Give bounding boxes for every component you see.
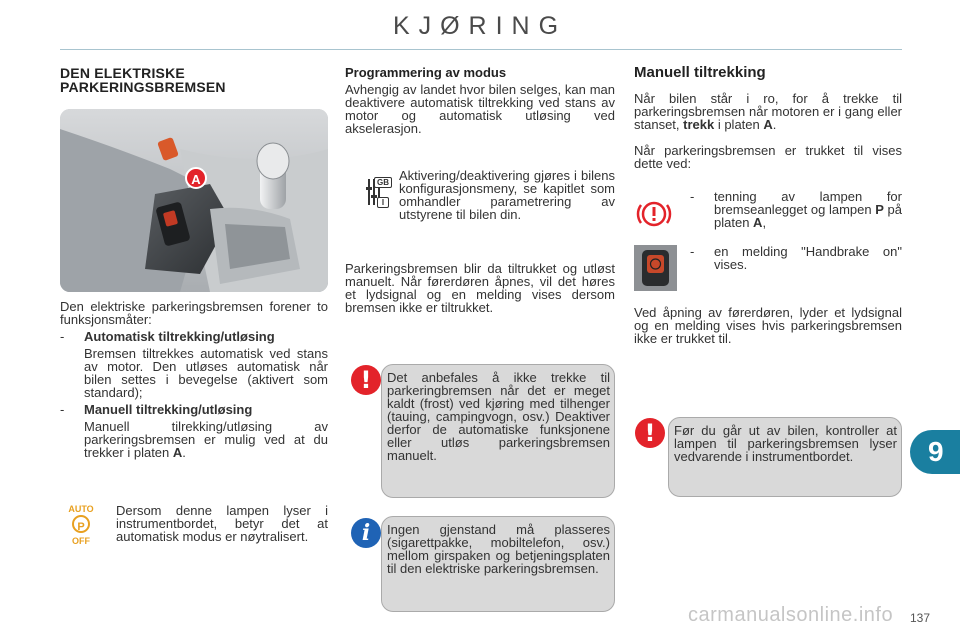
warning-icon-symbol: ! xyxy=(360,366,372,394)
list-dash: - xyxy=(60,329,65,344)
warning-icon xyxy=(351,365,381,395)
indication-item-lamp xyxy=(690,190,902,229)
parking-brake-photo xyxy=(60,109,328,292)
list-dash: - xyxy=(690,244,695,259)
header-divider xyxy=(60,49,902,50)
config-menu-text: Aktivering/deaktivering gjøres i bilens konfigurasjonsmeny, se kapitlet som omhandler parametrering av utstyrene til bilen din. xyxy=(399,168,615,222)
warning-callout-leave xyxy=(668,417,902,497)
manual-tightening-text xyxy=(634,92,902,131)
list-dash: - xyxy=(690,189,695,204)
auto-icon-circle xyxy=(72,515,90,533)
section-title-line2: PARKERINGSBREMSEN xyxy=(60,79,226,95)
info-icon-symbol: i xyxy=(361,520,371,546)
list-dash: - xyxy=(60,402,65,417)
programming-title: Programmering av modus xyxy=(345,65,507,80)
gb-label-2-text: I xyxy=(381,198,385,207)
mode-body-manual xyxy=(60,420,328,459)
middle-column xyxy=(345,66,615,135)
right-column xyxy=(634,66,902,170)
handbrake-switch-icon xyxy=(634,245,677,291)
callout-label-a xyxy=(185,167,207,189)
left-column-body xyxy=(60,300,328,459)
warning-cold-text: Det anbefales å ikke trekke til parkeringbremsen når det er meget kaldt (frost) ved kjøring med tilhenger (tauing, campingvogn, osv.) Deaktiver derfor de automatiske funksjonene eller utløs parkeringsbremsen manuelt. xyxy=(387,370,610,463)
label-a-text: A xyxy=(191,172,201,187)
manual-body-end: . xyxy=(182,445,186,460)
indication-text: Når parkeringsbremsen er trukket til vises dette ved: xyxy=(634,143,902,171)
handbrake-button-icon xyxy=(634,245,677,291)
manual-text-bold-pull: trekk xyxy=(683,117,715,132)
lamp-text-3: , xyxy=(762,215,767,230)
manual-text-1: Når bilen står i ro, for å trekke til parkeringsbremsen når motoren er i gang eller stanset, xyxy=(634,91,902,132)
manual-text-3: . xyxy=(772,117,777,132)
console-illustration xyxy=(60,109,328,292)
warning-callout-cold xyxy=(381,364,615,498)
watermark: carmanualsonline.info xyxy=(688,604,894,626)
lamp-text-bold-p: P xyxy=(875,202,884,217)
section-title-line1: DEN ELEKTRISKE xyxy=(60,65,185,81)
lamp-text-2: på platen xyxy=(714,202,902,230)
gb-config-icon xyxy=(366,173,392,211)
mode-body-automatic: Bremsen tiltrekkes automatisk ved stans av motor. Den utløses automatisk når bilen settes i bevegelse (aktivert som standard); xyxy=(84,346,328,400)
page-header xyxy=(0,0,960,52)
mode-item-automatic xyxy=(60,330,328,343)
section-title xyxy=(60,66,328,94)
lamp-text xyxy=(690,190,902,229)
chapter-tab xyxy=(910,430,960,474)
lamp-text-1: tenning av lampen for bremseanlegget og lampen xyxy=(714,189,902,217)
indication-item-message xyxy=(690,245,902,271)
mode-title-automatic: Automatisk tiltrekking/utløsing xyxy=(84,329,275,344)
gb-label-text: GB xyxy=(377,178,389,187)
warning-icon xyxy=(635,418,665,448)
brake-warning-icon xyxy=(634,194,674,234)
manual-text-2: i platen xyxy=(714,117,764,132)
manual-tightening-title: Manuell tiltrekking xyxy=(634,64,766,81)
programming-text: Avhengig av landet hvor bilen selges, kan man deaktivere automatisk tiltrekking ved stans av motor og automatisk utløsing ved akselerasjon. xyxy=(345,82,615,136)
warning-icon-symbol: ! xyxy=(644,419,656,447)
page-title: KJØRING xyxy=(392,12,568,40)
auto-icon-bottom: OFF xyxy=(72,536,90,546)
info-callout-objects xyxy=(381,516,615,612)
lamp-text-bold-a: A xyxy=(753,215,763,230)
left-column xyxy=(60,66,328,94)
auto-icon-top: AUTO xyxy=(68,504,94,514)
manual-text-bold-a: A xyxy=(763,117,773,132)
page-number: 137 xyxy=(910,611,931,625)
manual-body-text: Manuell tilrekking/utløsing av parkeringsbremsen er mulig ved at du trekker i platen xyxy=(84,419,328,460)
gb-label xyxy=(374,177,392,188)
manual-body-bold: A xyxy=(172,445,183,460)
mode-title-manual: Manuell tiltrekking/utløsing xyxy=(84,402,253,417)
chapter-number: 9 xyxy=(928,436,944,467)
warning-leave-text: Før du går ut av bilen, kontroller at lampen til parkeringsbremsen lyser vedvarende i instrumentbordet. xyxy=(674,423,897,464)
auto-off-icon xyxy=(64,504,98,548)
gb-label-2 xyxy=(377,197,389,208)
door-open-text: Ved åpning av førerdøren, lyder et lydsignal og en melding vises hvis parkeringsbremsen ikke er trukket til. xyxy=(634,305,902,346)
brake-circle-icon xyxy=(634,194,674,234)
info-objects-text: Ingen gjenstand må plasseres (sigarettpakke, mobiltelefon, osv.) mellom girspaken og betjeningsplaten til den elektriske parkeringsbremsen. xyxy=(387,522,610,576)
message-text: en melding "Handbrake on" vises. xyxy=(714,244,902,272)
info-icon xyxy=(351,518,381,548)
auto-icon-p: P xyxy=(77,521,85,533)
mode-item-manual xyxy=(60,403,328,416)
manual-operation-text: Parkeringsbremsen blir da tiltrukket og utløst manuelt. Når førerdøren åpnes, vil det høres et lydsignal og en melding vises dersom bremsen ikke er tiltrukket. xyxy=(345,261,615,315)
auto-note-text: Dersom denne lampen lyser i instrumentbordet, betyr det at automatisk modus er nøytralisert. xyxy=(116,503,328,544)
intro-text: Den elektriske parkeringsbremsen forener to funksjonsmåter: xyxy=(60,299,328,327)
